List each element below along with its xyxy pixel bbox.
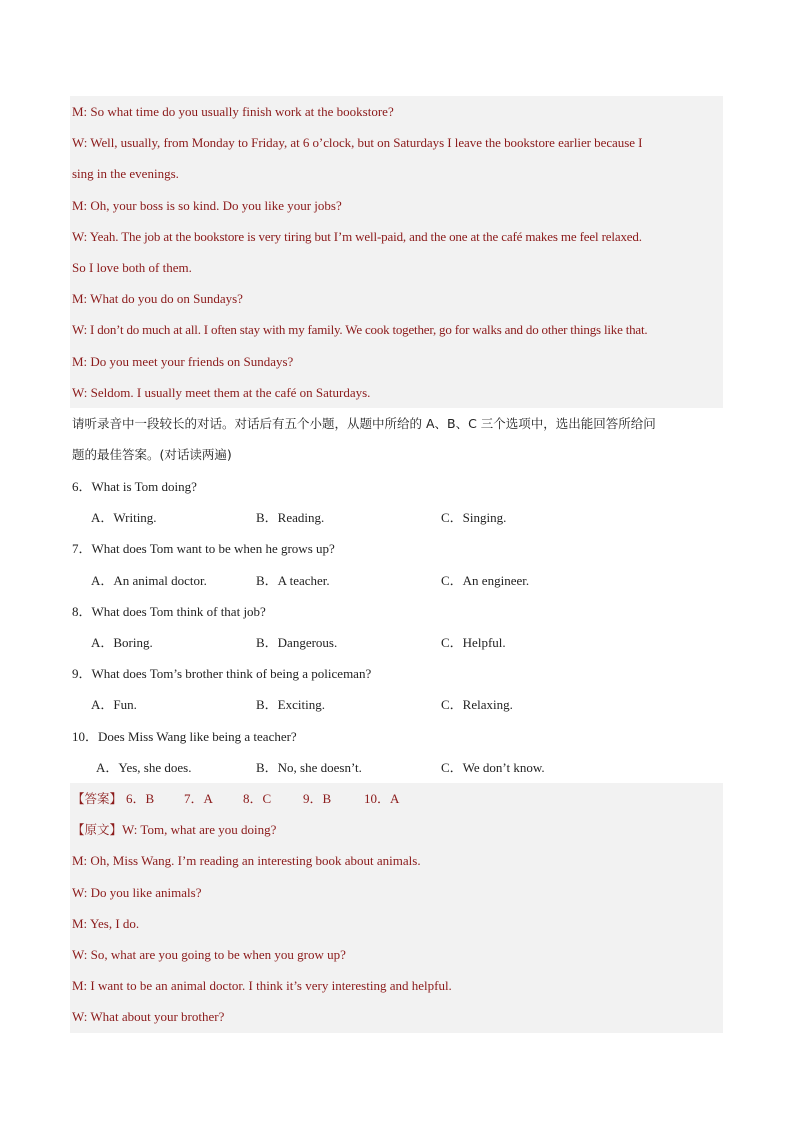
option-b: B．Exciting. bbox=[256, 697, 325, 713]
answer-item: 6．B bbox=[126, 791, 155, 806]
option-a: A．Fun. bbox=[91, 697, 137, 713]
dialogue-line: W: Yeah. The job at the bookstore is very tiring but I’m well-paid, and the one at the café makes me feel relaxed. bbox=[72, 228, 642, 244]
dialogue-line: W: I don’t do much at all. I often stay with my family. We cook together, go for walks and do other things like that. bbox=[72, 322, 648, 338]
transcript-first-line bbox=[70, 814, 723, 845]
option-a: A．Writing. bbox=[91, 510, 157, 526]
instruction-section bbox=[70, 408, 723, 470]
transcript-line: M: I want to be an animal doctor. I think it’s very interesting and helpful. bbox=[72, 978, 452, 994]
options-row-8 bbox=[70, 627, 723, 658]
option-b: B．Reading. bbox=[256, 510, 325, 526]
dialogue-section-1 bbox=[70, 96, 723, 408]
answer-item: 8．C bbox=[243, 791, 272, 806]
transcript-label: 【原文】 bbox=[72, 822, 123, 838]
options-row-6 bbox=[70, 502, 723, 533]
transcript-line: W: What about your brother? bbox=[72, 1009, 225, 1025]
transcript-line: W: So, what are you going to be when you grow up? bbox=[72, 946, 346, 962]
transcript-line: M: Yes, I do. bbox=[72, 915, 140, 931]
answer-label: 【答案】 bbox=[72, 791, 123, 806]
option-b: B．No, she doesn’t. bbox=[256, 759, 362, 775]
dialogue-line: M: So what time do you usually finish work at the bookstore? bbox=[72, 104, 394, 119]
question-10: 10．Does Miss Wang like being a teacher? bbox=[72, 728, 297, 744]
instruction-line: 请听录音中一段较长的对话。对话后有五个小题，从题中所给的 A、B、C 三个选项中，选出能回答所给问 bbox=[72, 416, 656, 431]
options-row-9 bbox=[70, 689, 723, 720]
answer-line bbox=[70, 783, 723, 814]
transcript-text: W: Tom, what are you doing? bbox=[122, 822, 277, 838]
option-a: A．Boring. bbox=[91, 634, 153, 650]
option-c: C．Relaxing. bbox=[441, 697, 513, 713]
question-8: 8．What does Tom think of that job? bbox=[72, 603, 266, 619]
question-9: 9．What does Tom’s brother think of being a policeman? bbox=[72, 666, 372, 682]
option-b: B．A teacher. bbox=[256, 572, 330, 588]
answer-item: 9．B bbox=[303, 791, 332, 806]
answer-transcript-section bbox=[70, 783, 723, 1033]
dialogue-line: M: Do you meet your friends on Sundays? bbox=[72, 353, 294, 369]
option-c: C．An engineer. bbox=[441, 572, 530, 588]
questions-section bbox=[70, 471, 723, 783]
dialogue-line: W: Seldom. I usually meet them at the café on Saturdays. bbox=[72, 384, 371, 400]
answer-item: 10．A bbox=[364, 791, 400, 806]
question-6: 6．What is Tom doing? bbox=[72, 479, 197, 494]
option-b: B．Dangerous. bbox=[256, 634, 338, 650]
answer-item: 7．A bbox=[184, 791, 213, 806]
option-a: A．Yes, she does. bbox=[96, 759, 192, 775]
dialogue-line: sing in the evenings. bbox=[72, 166, 179, 182]
option-c: C．Singing. bbox=[441, 510, 507, 526]
dialogue-line: W: Well, usually, from Monday to Friday, at 6 o’clock, but on Saturdays I leave the bookstore earlier because I bbox=[72, 135, 643, 151]
dialogue-line: M: Oh, your boss is so kind. Do you like your jobs? bbox=[72, 197, 342, 213]
transcript-line: W: Do you like animals? bbox=[72, 884, 202, 900]
transcript-line: M: Oh, Miss Wang. I’m reading an interesting book about animals. bbox=[72, 853, 421, 869]
option-c: C．Helpful. bbox=[441, 634, 506, 650]
instruction-line: 题的最佳答案。(对话读两遍) bbox=[72, 447, 232, 463]
option-a: A．An animal doctor. bbox=[91, 572, 207, 588]
options-row-7 bbox=[70, 565, 723, 596]
option-c: C．We don’t know. bbox=[441, 759, 545, 775]
options-row-10 bbox=[70, 752, 723, 783]
dialogue-line: So I love both of them. bbox=[72, 259, 192, 275]
dialogue-line: M: What do you do on Sundays? bbox=[72, 291, 243, 307]
question-7: 7．What does Tom want to be when he grows up? bbox=[72, 541, 335, 557]
